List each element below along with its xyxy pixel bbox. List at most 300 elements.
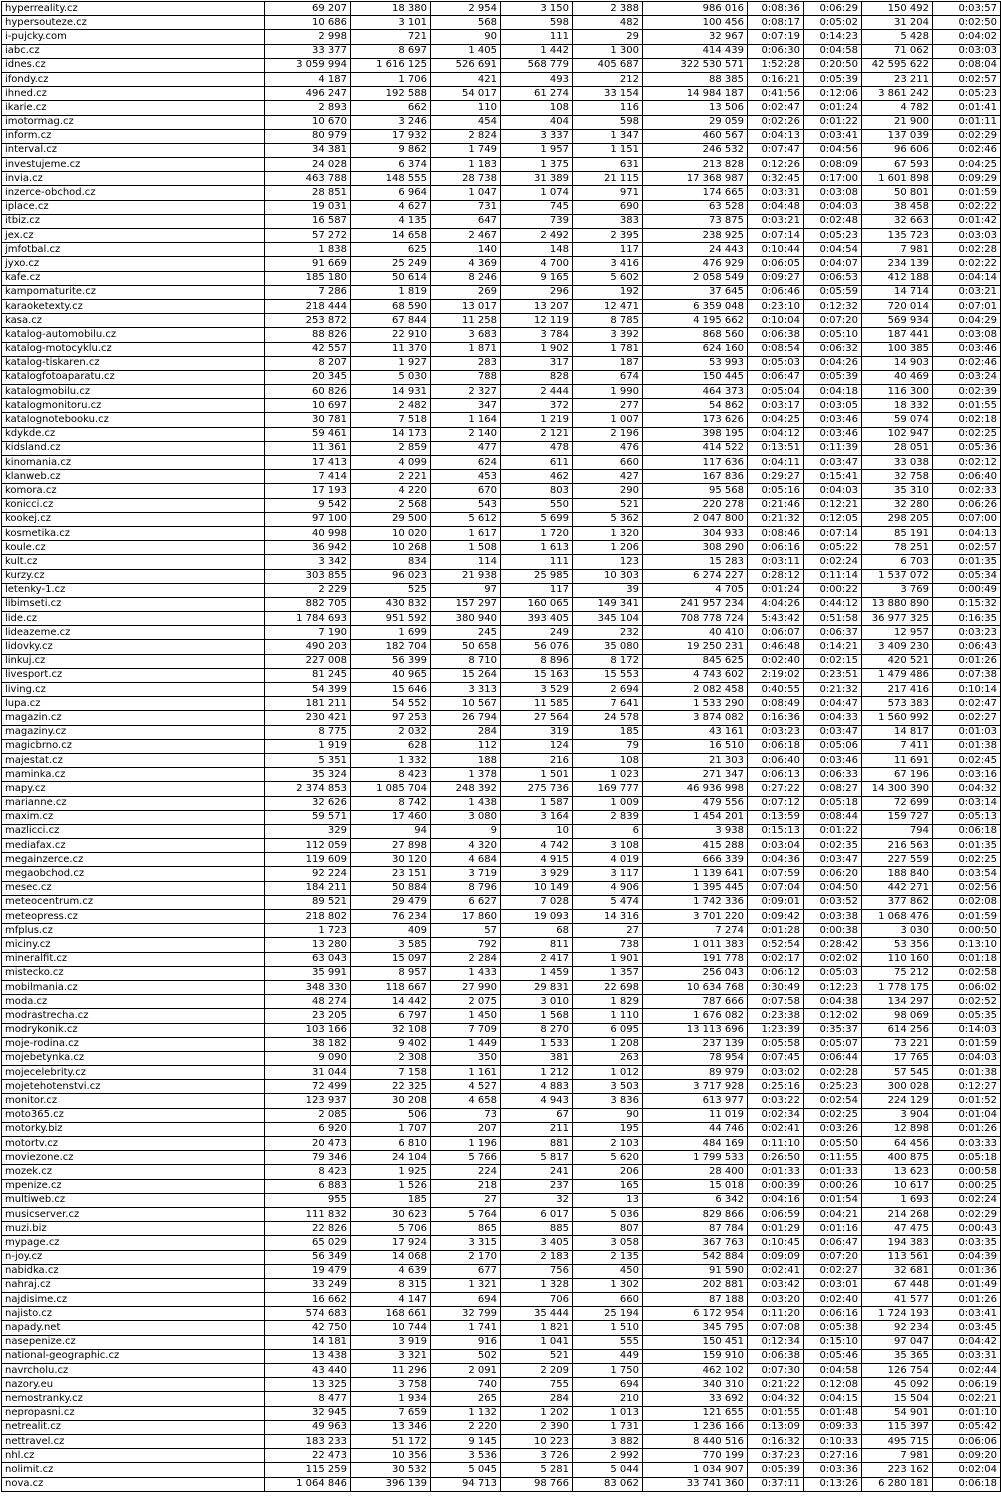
cell-time-1: 0:03:31 [748, 186, 804, 200]
cell-time-3: 0:00:43 [933, 1222, 1001, 1236]
table-row [2, 1207, 1001, 1221]
cell-metric-7: 300 028 [862, 1080, 933, 1094]
cell-metric-7: 5 428 [862, 30, 933, 44]
cell-metric-6: 6 274 227 [643, 569, 748, 583]
table-row [2, 172, 1001, 186]
cell-time-1: 0:10:44 [748, 243, 804, 257]
cell-metric-1: 42 557 [265, 342, 351, 356]
cell-time-3: 0:01:55 [933, 399, 1001, 413]
cell-metric-3: 421 [431, 72, 501, 86]
cell-time-2: 0:06:32 [804, 342, 862, 356]
cell-metric-2: 6 797 [351, 1009, 431, 1023]
table-row [2, 1250, 1001, 1264]
cell-metric-6: 1 799 533 [643, 1151, 748, 1165]
cell-site-name: kinomania.cz [2, 456, 265, 470]
cell-metric-4: 2 209 [501, 1364, 573, 1378]
table-row [2, 839, 1001, 853]
cell-metric-2: 3 758 [351, 1378, 431, 1392]
cell-metric-4: 478 [501, 441, 573, 455]
cell-metric-6: 479 556 [643, 796, 748, 810]
cell-metric-1: 115 259 [265, 1463, 351, 1477]
cell-metric-4: 881 [501, 1137, 573, 1151]
cell-metric-6: 464 373 [643, 385, 748, 399]
cell-metric-4: 2 183 [501, 1250, 573, 1264]
cell-metric-2: 4 639 [351, 1264, 431, 1278]
cell-metric-7: 18 332 [862, 399, 933, 413]
cell-site-name: majestat.cz [2, 753, 265, 767]
cell-time-2: 0:08:44 [804, 810, 862, 824]
cell-metric-6: 613 977 [643, 1094, 748, 1108]
cell-time-2: 0:20:50 [804, 58, 862, 72]
cell-metric-7: 32 681 [862, 1264, 933, 1278]
cell-metric-4: 5 817 [501, 1151, 573, 1165]
cell-metric-3: 3 313 [431, 683, 501, 697]
cell-metric-5: 290 [573, 484, 643, 498]
cell-metric-3: 1 617 [431, 526, 501, 540]
cell-metric-1: 79 346 [265, 1151, 351, 1165]
cell-time-3: 0:03:03 [933, 229, 1001, 243]
cell-metric-6: 88 385 [643, 72, 748, 86]
cell-metric-6: 87 784 [643, 1222, 748, 1236]
cell-metric-3: 916 [431, 1335, 501, 1349]
table-row [2, 541, 1001, 555]
table-row [2, 186, 1001, 200]
cell-time-3: 0:02:21 [933, 1392, 1001, 1406]
cell-metric-2: 10 020 [351, 526, 431, 540]
cell-time-3: 0:02:25 [933, 853, 1001, 867]
cell-metric-6: 1 011 383 [643, 938, 748, 952]
cell-metric-7: 71 062 [862, 44, 933, 58]
cell-metric-1: 16 587 [265, 214, 351, 228]
cell-metric-5: 631 [573, 158, 643, 172]
cell-metric-5: 674 [573, 370, 643, 384]
cell-metric-6: 708 778 724 [643, 612, 748, 626]
cell-time-2: 0:04:15 [804, 1392, 862, 1406]
cell-time-1: 0:08:46 [748, 526, 804, 540]
cell-time-3: 0:02:27 [933, 711, 1001, 725]
cell-time-2: 0:05:18 [804, 796, 862, 810]
cell-metric-7: 23 211 [862, 72, 933, 86]
cell-time-2: 0:14:23 [804, 30, 862, 44]
cell-metric-7: 1 693 [862, 1193, 933, 1207]
cell-site-name: living.cz [2, 683, 265, 697]
cell-site-name: mojetehotenstvi.cz [2, 1080, 265, 1094]
cell-metric-7: 53 356 [862, 938, 933, 952]
table-row [2, 44, 1001, 58]
cell-time-1: 0:06:38 [748, 1349, 804, 1363]
cell-time-2: 0:10:33 [804, 1434, 862, 1448]
cell-time-3: 0:01:59 [933, 186, 1001, 200]
cell-metric-7: 1 560 992 [862, 711, 933, 725]
cell-metric-4: 5 281 [501, 1463, 573, 1477]
cell-metric-3: 110 [431, 101, 501, 115]
cell-metric-6: 845 625 [643, 654, 748, 668]
cell-metric-5: 22 698 [573, 980, 643, 994]
cell-metric-2: 14 931 [351, 385, 431, 399]
cell-site-name: kookej.cz [2, 512, 265, 526]
cell-metric-6: 15 283 [643, 555, 748, 569]
table-row [2, 484, 1001, 498]
cell-time-1: 0:02:26 [748, 115, 804, 129]
table-row [2, 214, 1001, 228]
cell-metric-5: 185 [573, 725, 643, 739]
cell-time-2: 0:03:46 [804, 753, 862, 767]
cell-metric-1: 181 211 [265, 697, 351, 711]
cell-metric-3: 269 [431, 285, 501, 299]
cell-time-3: 0:01:03 [933, 725, 1001, 739]
cell-time-2: 0:01:22 [804, 115, 862, 129]
cell-metric-4: 124 [501, 739, 573, 753]
cell-site-name: lidovky.cz [2, 640, 265, 654]
cell-metric-6: 414 522 [643, 441, 748, 455]
cell-metric-1: 13 325 [265, 1378, 351, 1392]
cell-time-1: 0:02:34 [748, 1108, 804, 1122]
cell-time-3: 0:03:31 [933, 1349, 1001, 1363]
cell-metric-7: 794 [862, 824, 933, 838]
cell-metric-7: 115 397 [862, 1420, 933, 1434]
cell-site-name: nova.cz [2, 1477, 265, 1491]
table-row [2, 1051, 1001, 1065]
cell-time-3: 0:04:39 [933, 1250, 1001, 1264]
cell-metric-2: 10 744 [351, 1321, 431, 1335]
table-row [2, 853, 1001, 867]
cell-metric-3: 1 132 [431, 1406, 501, 1420]
cell-time-1: 0:23:10 [748, 299, 804, 313]
cell-time-3: 0:03:41 [933, 1307, 1001, 1321]
cell-time-1: 0:16:21 [748, 72, 804, 86]
cell-metric-5: 108 [573, 753, 643, 767]
cell-site-name: livesport.cz [2, 668, 265, 682]
cell-metric-5: 4 906 [573, 881, 643, 895]
cell-metric-7: 135 723 [862, 229, 933, 243]
cell-time-1: 0:23:38 [748, 1009, 804, 1023]
cell-time-2: 0:03:01 [804, 1278, 862, 1292]
cell-time-2: 0:02:40 [804, 1293, 862, 1307]
cell-metric-1: 24 028 [265, 158, 351, 172]
cell-metric-6: 1 139 641 [643, 867, 748, 881]
cell-metric-1: 119 609 [265, 853, 351, 867]
cell-site-name: imotormag.cz [2, 115, 265, 129]
cell-metric-4: 3 405 [501, 1236, 573, 1250]
cell-site-name: jyxo.cz [2, 257, 265, 271]
cell-metric-5: 232 [573, 626, 643, 640]
cell-metric-4: 108 [501, 101, 573, 115]
cell-time-1: 0:21:46 [748, 498, 804, 512]
cell-metric-6: 8 440 516 [643, 1434, 748, 1448]
cell-time-3: 0:05:42 [933, 1420, 1001, 1434]
cell-metric-7: 6 280 181 [862, 1477, 933, 1491]
cell-time-3: 0:06:18 [933, 824, 1001, 838]
cell-metric-3: 114 [431, 555, 501, 569]
cell-metric-5: 3 392 [573, 328, 643, 342]
cell-metric-6: 150 445 [643, 370, 748, 384]
cell-metric-1: 17 413 [265, 456, 351, 470]
cell-time-1: 0:03:04 [748, 839, 804, 853]
cell-metric-1: 49 963 [265, 1420, 351, 1434]
cell-metric-4: 3 784 [501, 328, 573, 342]
cell-site-name: libimseti.cz [2, 597, 265, 611]
cell-metric-6: 121 655 [643, 1406, 748, 1420]
cell-site-name: klanweb.cz [2, 470, 265, 484]
cell-metric-3: 140 [431, 243, 501, 257]
cell-time-3: 0:02:56 [933, 881, 1001, 895]
cell-site-name: modrykonik.cz [2, 1023, 265, 1037]
cell-metric-4: 32 [501, 1193, 573, 1207]
cell-time-3: 0:04:02 [933, 30, 1001, 44]
cell-metric-7: 614 256 [862, 1023, 933, 1037]
cell-metric-5: 2 395 [573, 229, 643, 243]
cell-metric-2: 14 173 [351, 427, 431, 441]
cell-metric-2: 3 919 [351, 1335, 431, 1349]
cell-metric-6: 1 454 201 [643, 810, 748, 824]
cell-metric-6: 202 881 [643, 1278, 748, 1292]
table-row [2, 1449, 1001, 1463]
cell-metric-3: 4 684 [431, 853, 501, 867]
cell-metric-1: 6 883 [265, 1179, 351, 1193]
cell-time-1: 0:13:51 [748, 441, 804, 455]
table-row [2, 129, 1001, 143]
cell-time-2: 0:27:16 [804, 1449, 862, 1463]
cell-metric-2: 94 [351, 824, 431, 838]
cell-metric-4: 11 585 [501, 697, 573, 711]
cell-site-name: itbiz.cz [2, 214, 265, 228]
table-row [2, 385, 1001, 399]
cell-metric-1: 19 031 [265, 200, 351, 214]
cell-metric-5: 660 [573, 456, 643, 470]
cell-time-3: 0:01:52 [933, 1094, 1001, 1108]
cell-time-1: 0:07:12 [748, 796, 804, 810]
cell-metric-6: 213 828 [643, 158, 748, 172]
cell-metric-6: 29 059 [643, 115, 748, 129]
cell-metric-4: 3 529 [501, 683, 573, 697]
cell-metric-6: 159 910 [643, 1349, 748, 1363]
cell-site-name: katalogmonitoru.cz [2, 399, 265, 413]
cell-metric-3: 207 [431, 1122, 501, 1136]
cell-metric-6: 17 368 987 [643, 172, 748, 186]
cell-metric-4: 493 [501, 72, 573, 86]
cell-time-3: 0:02:46 [933, 143, 1001, 157]
cell-metric-2: 14 658 [351, 229, 431, 243]
cell-metric-5: 1 731 [573, 1420, 643, 1434]
cell-metric-7: 216 563 [862, 839, 933, 853]
cell-metric-3: 1 749 [431, 143, 501, 157]
cell-site-name: nazory.eu [2, 1378, 265, 1392]
cell-metric-6: 398 195 [643, 427, 748, 441]
cell-metric-2: 30 532 [351, 1463, 431, 1477]
cell-metric-3: 647 [431, 214, 501, 228]
cell-metric-2: 506 [351, 1108, 431, 1122]
cell-metric-7: 11 691 [862, 753, 933, 767]
cell-metric-1: 2 998 [265, 30, 351, 44]
cell-metric-2: 148 555 [351, 172, 431, 186]
cell-metric-3: 1 321 [431, 1278, 501, 1292]
cell-time-1: 0:01:28 [748, 924, 804, 938]
cell-time-2: 0:04:47 [804, 697, 862, 711]
cell-metric-4: 56 076 [501, 640, 573, 654]
table-row [2, 72, 1001, 86]
cell-time-3: 0:09:20 [933, 1449, 1001, 1463]
cell-metric-4: 1 533 [501, 1037, 573, 1051]
cell-metric-4: 9 165 [501, 271, 573, 285]
cell-metric-1: 22 826 [265, 1222, 351, 1236]
table-row [2, 314, 1001, 328]
cell-time-3: 0:15:32 [933, 597, 1001, 611]
cell-metric-1: 38 182 [265, 1037, 351, 1051]
cell-metric-7: 42 595 622 [862, 58, 933, 72]
table-row [2, 413, 1001, 427]
cell-metric-1: 35 991 [265, 966, 351, 980]
table-row [2, 1293, 1001, 1307]
cell-site-name: nasepenize.cz [2, 1335, 265, 1349]
cell-time-1: 0:07:19 [748, 30, 804, 44]
table-row [2, 1236, 1001, 1250]
cell-metric-6: 24 443 [643, 243, 748, 257]
cell-metric-6: 150 451 [643, 1335, 748, 1349]
table-row [2, 1463, 1001, 1477]
cell-time-1: 0:06:05 [748, 257, 804, 271]
table-row [2, 200, 1001, 214]
cell-metric-1: 28 851 [265, 186, 351, 200]
cell-metric-6: 868 560 [643, 328, 748, 342]
cell-time-3: 0:02:58 [933, 966, 1001, 980]
cell-metric-1: 1 784 693 [265, 612, 351, 626]
cell-metric-4: 372 [501, 399, 573, 413]
cell-time-1: 0:26:50 [748, 1151, 804, 1165]
cell-metric-3: 740 [431, 1378, 501, 1392]
cell-metric-3: 94 713 [431, 1477, 501, 1491]
cell-metric-4: 111 [501, 30, 573, 44]
cell-time-3: 0:06:06 [933, 1434, 1001, 1448]
cell-time-1: 0:11:20 [748, 1307, 804, 1321]
cell-metric-7: 134 297 [862, 995, 933, 1009]
cell-time-2: 0:15:41 [804, 470, 862, 484]
cell-site-name: lideazeme.cz [2, 626, 265, 640]
cell-metric-3: 283 [431, 356, 501, 370]
cell-time-1: 0:37:11 [748, 1477, 804, 1491]
cell-time-3: 0:01:26 [933, 654, 1001, 668]
cell-time-2: 0:06:44 [804, 1051, 862, 1065]
cell-metric-1: 111 832 [265, 1207, 351, 1221]
cell-metric-4: 10 149 [501, 881, 573, 895]
cell-site-name: katalog-tiskaren.cz [2, 356, 265, 370]
table-row [2, 427, 1001, 441]
cell-metric-7: 45 092 [862, 1378, 933, 1392]
cell-metric-4: 4 943 [501, 1094, 573, 1108]
cell-metric-7: 3 030 [862, 924, 933, 938]
cell-time-1: 0:08:17 [748, 16, 804, 30]
cell-site-name: mazlicci.cz [2, 824, 265, 838]
cell-metric-2: 56 399 [351, 654, 431, 668]
cell-metric-3: 3 315 [431, 1236, 501, 1250]
cell-metric-1: 40 998 [265, 526, 351, 540]
cell-metric-3: 28 738 [431, 172, 501, 186]
table-row [2, 1137, 1001, 1151]
cell-metric-2: 24 104 [351, 1151, 431, 1165]
cell-site-name: kafe.cz [2, 271, 265, 285]
cell-metric-5: 521 [573, 498, 643, 512]
cell-metric-2: 22 325 [351, 1080, 431, 1094]
cell-metric-5: 24 578 [573, 711, 643, 725]
cell-metric-3: 477 [431, 441, 501, 455]
cell-site-name: monitor.cz [2, 1094, 265, 1108]
cell-time-3: 0:02:50 [933, 16, 1001, 30]
cell-metric-3: 1 161 [431, 1066, 501, 1080]
cell-metric-3: 1 433 [431, 966, 501, 980]
cell-time-2: 0:02:54 [804, 1094, 862, 1108]
cell-metric-6: 460 567 [643, 129, 748, 143]
cell-time-3: 0:02:25 [933, 427, 1001, 441]
cell-metric-6: 238 925 [643, 229, 748, 243]
cell-metric-1: 3 342 [265, 555, 351, 569]
cell-metric-5: 206 [573, 1165, 643, 1179]
cell-metric-1: 882 705 [265, 597, 351, 611]
cell-metric-1: 91 669 [265, 257, 351, 271]
cell-metric-3: 568 [431, 16, 501, 30]
cell-time-2: 0:05:38 [804, 1321, 862, 1335]
table-row [2, 1151, 1001, 1165]
cell-time-2: 0:02:35 [804, 839, 862, 853]
cell-metric-5: 1 300 [573, 44, 643, 58]
cell-metric-4: 98 766 [501, 1477, 573, 1491]
cell-metric-4: 2 444 [501, 385, 573, 399]
cell-metric-5: 2 992 [573, 1449, 643, 1463]
cell-metric-2: 4 147 [351, 1293, 431, 1307]
cell-metric-1: 329 [265, 824, 351, 838]
cell-time-1: 0:07:08 [748, 1321, 804, 1335]
cell-metric-1: 59 461 [265, 427, 351, 441]
cell-metric-3: 8 710 [431, 654, 501, 668]
cell-metric-3: 27 [431, 1193, 501, 1207]
cell-site-name: mfplus.cz [2, 924, 265, 938]
table-row [2, 1066, 1001, 1080]
table-row [2, 1434, 1001, 1448]
cell-time-1: 0:07:47 [748, 143, 804, 157]
cell-metric-7: 116 300 [862, 385, 933, 399]
cell-metric-7: 126 754 [862, 1364, 933, 1378]
cell-time-2: 0:04:38 [804, 995, 862, 1009]
cell-metric-4: 828 [501, 370, 573, 384]
cell-site-name: musicserver.cz [2, 1207, 265, 1221]
cell-site-name: najisto.cz [2, 1307, 265, 1321]
cell-metric-7: 32 758 [862, 470, 933, 484]
cell-metric-5: 3 882 [573, 1434, 643, 1448]
cell-metric-7: 412 188 [862, 271, 933, 285]
cell-metric-5: 192 [573, 285, 643, 299]
cell-metric-3: 4 527 [431, 1080, 501, 1094]
cell-metric-1: 7 414 [265, 470, 351, 484]
cell-metric-5: 21 115 [573, 172, 643, 186]
cell-site-name: mozek.cz [2, 1165, 265, 1179]
cell-time-1: 0:46:48 [748, 640, 804, 654]
cell-metric-2: 50 614 [351, 271, 431, 285]
table-row [2, 441, 1001, 455]
cell-metric-3: 788 [431, 370, 501, 384]
table-row [2, 456, 1001, 470]
cell-metric-2: 8 957 [351, 966, 431, 980]
cell-time-3: 0:06:18 [933, 1477, 1001, 1491]
cell-site-name: inzerce-obchod.cz [2, 186, 265, 200]
cell-time-3: 0:02:57 [933, 541, 1001, 555]
cell-metric-5: 165 [573, 1179, 643, 1193]
cell-metric-2: 3 246 [351, 115, 431, 129]
cell-metric-2: 11 296 [351, 1364, 431, 1378]
cell-metric-2: 27 898 [351, 839, 431, 853]
cell-metric-6: 220 278 [643, 498, 748, 512]
cell-metric-3: 1 450 [431, 1009, 501, 1023]
cell-metric-4: 521 [501, 1349, 573, 1363]
cell-metric-4: 68 [501, 924, 573, 938]
cell-time-3: 0:05:34 [933, 569, 1001, 583]
